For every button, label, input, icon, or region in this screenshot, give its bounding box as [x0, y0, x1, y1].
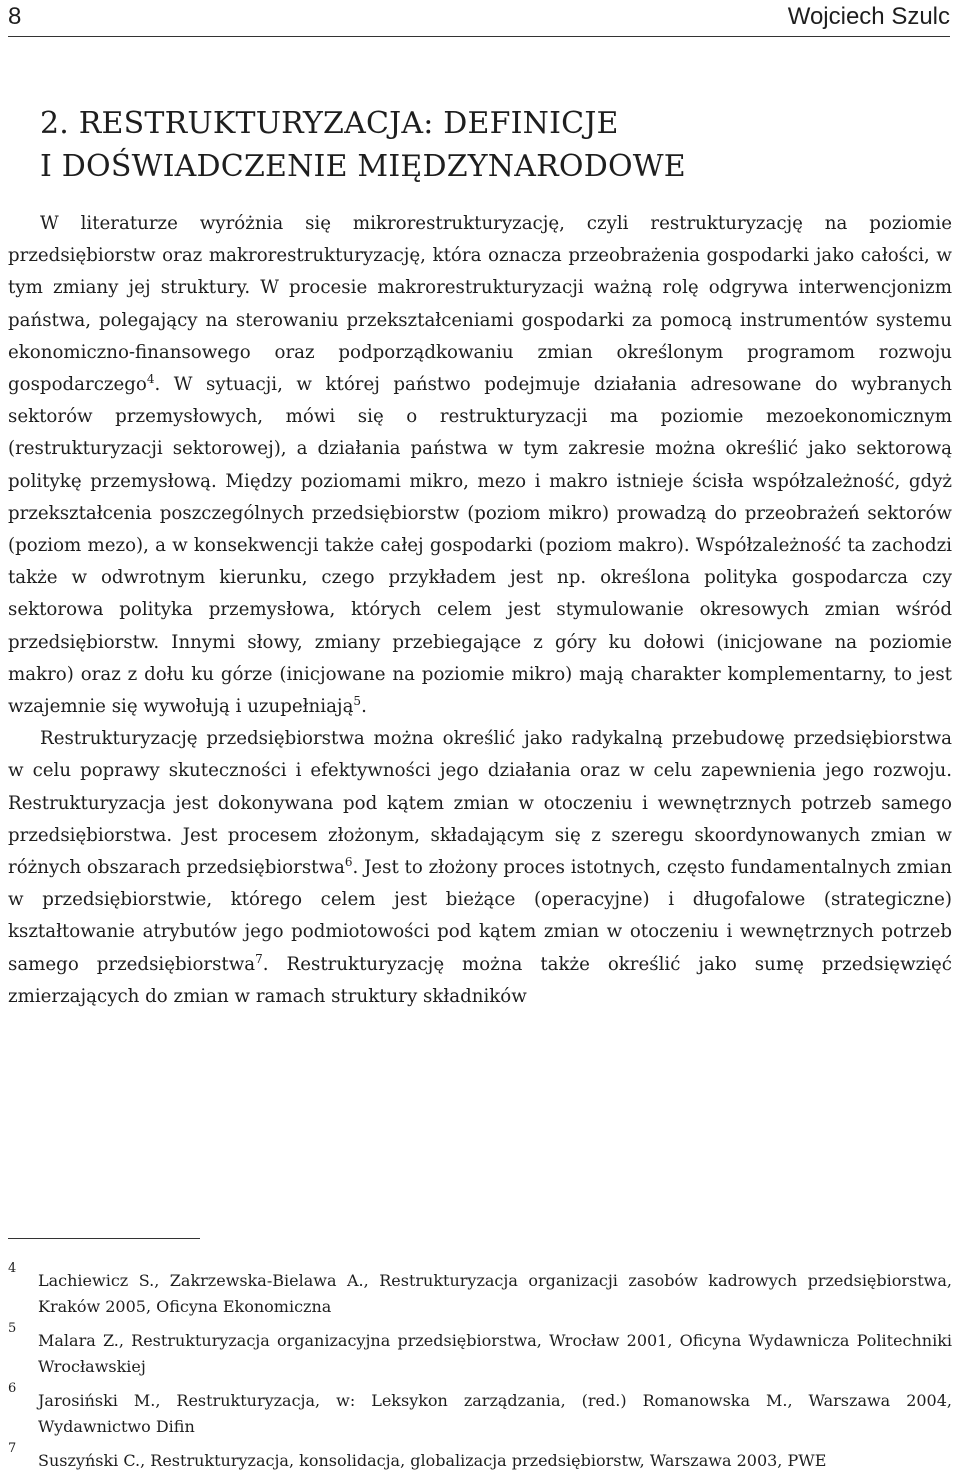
paragraph [8, 723, 952, 1013]
footnote-ref[interactable]: 7 [255, 951, 263, 966]
footnote-text: Malara Z., Restrukturyzacja organizacyjna przedsiębiorstwa, Wrocław 2001, Oficyna Wydawnicza Politechniki Wrocławskiej [38, 1331, 952, 1376]
section-title-line-1: 2. RESTRUKTURYZACJA: DEFINICJE [40, 106, 619, 141]
paragraph-text: . Restrukturyzację można także określić jako sumę przedsięwzięć zmierzających do zmian w ramach struktury składników [8, 953, 952, 1007]
footnote [8, 1381, 952, 1440]
paragraph-text: Restrukturyzację przedsiębiorstwa można określić jako radykalną przebudowę przedsiębiorstwa w celu poprawy skuteczności i efektywności jego działania oraz w celu zapewnienia jego rozwoju. Restrukturyzacja jest dokonywana pod kątem zmian w otoczeniu i wewnętrznych potrzeb samego przedsiębiorstwa. Jest procesem złożonym, składającym się z szeregu skoordynowanych zmian w różnych obszarach przedsiębiorstwa [8, 728, 952, 879]
footnote-ref[interactable]: 6 [344, 855, 353, 869]
footnotes [8, 1261, 952, 1482]
footnote-rule [8, 1238, 200, 1239]
paragraph-text: W literaturze wyróżnia się mikrorestrukturyzację, czyli restrukturyzację na poziomie przedsiębiorstw oraz makrorestrukturyzację, która oznacza przeobrażenia gospodarki jako całości, w tym zmiany jej struktury. W procesie makrorestrukturyzacji ważną rolę odgrywa interwencjonizm państwa, polegający na sterowaniu przekształceniami gospodarki za pomocą instrumentów systemu ekonomiczno-finansowego oraz podporządkowaniu zmian określonym programom rozwoju gospodarczego [8, 213, 952, 396]
footnote-number: 7 [8, 1441, 17, 1456]
paragraph-text: . Jest to złożony proces istotnych, często fundamentalnych zmian w przedsiębiorstwie, którego celem jest bieżące (operacyjne) i długofalowe (strategiczne) kształtowanie atrybutów jego podmiotowości pod kątem zmian w otoczeniu i wewnętrznych potrzeb samego przedsiębiorstwa [8, 857, 952, 975]
page-number: 8 [8, 3, 22, 30]
running-header [8, 0, 950, 34]
footnote [8, 1261, 952, 1320]
footnote-text: Lachiewicz S., Zakrzewska-Bielawa A., Restrukturyzacja organizacji zasobów kadrowych przedsiębiorstwa, Kraków 2005, Oficyna Ekonomiczna [38, 1271, 952, 1316]
footnote-number: 6 [8, 1381, 17, 1396]
header-rule [8, 36, 950, 37]
footnote-number: 4 [8, 1261, 17, 1276]
section-title-line-2: I DOŚWIADCZENIE MIĘDZYNARODOWE [40, 149, 686, 184]
running-author: Wojciech Szulc [787, 3, 950, 30]
paragraph-text: . W sytuacji, w której państwo podejmuje działania adresowane do wybranych sektorów przemysłowych, mówi się o restrukturyzacji ma poziomie mezoekonomicznym (restrukturyzacji sektorowej), a działania państwa w tym zakresie można określić jako sektorową politykę przemysłową. Między poziomami mikro, mezo i makro istnieje ścisła współzależność, gdyż przekształcenia poszczególnych przedsiębiorstw (poziom mikro) prowadzą do przeobrażeń sektorów (poziom mezo), a w konsekwencji także całej gospodarki (poziom makro). Współzależność ta zachodzi także w odwrotnym kierunku, czego przykładem jest np. określona polityka gospodarcza czy sektorowa polityka przemysłowa, których celem jest stymulowanie okresowych zmian wśród przedsiębiorstw. Innymi słowy, zmiany przebiegające z góry ku dołowi (inicjowane na poziomie makro) oraz z dołu ku górze (inicjowane na poziomie mikro) mają charakter komplementarny, to jest wzajemnie się wywołują i uzupełniają [8, 374, 952, 718]
paragraph [8, 208, 952, 723]
footnote-ref[interactable]: 4 [146, 371, 155, 386]
paragraph-text: . [361, 696, 367, 718]
footnote-text: Suszyński C., Restrukturyzacja, konsolidacja, globalizacja przedsiębiorstw, Warszawa 2003, PWE [38, 1451, 827, 1470]
footnote [8, 1321, 952, 1380]
section-title [40, 102, 940, 188]
footnote-number: 5 [8, 1321, 17, 1336]
footnote-text: Jarosiński M., Restrukturyzacja, w: Leksykon zarządzania, (red.) Romanowska M., Warszawa 2004, Wydawnictwo Difin [38, 1391, 952, 1436]
footnote [8, 1441, 952, 1474]
footnote-ref[interactable]: 5 [353, 693, 362, 708]
body-text [8, 208, 952, 1013]
